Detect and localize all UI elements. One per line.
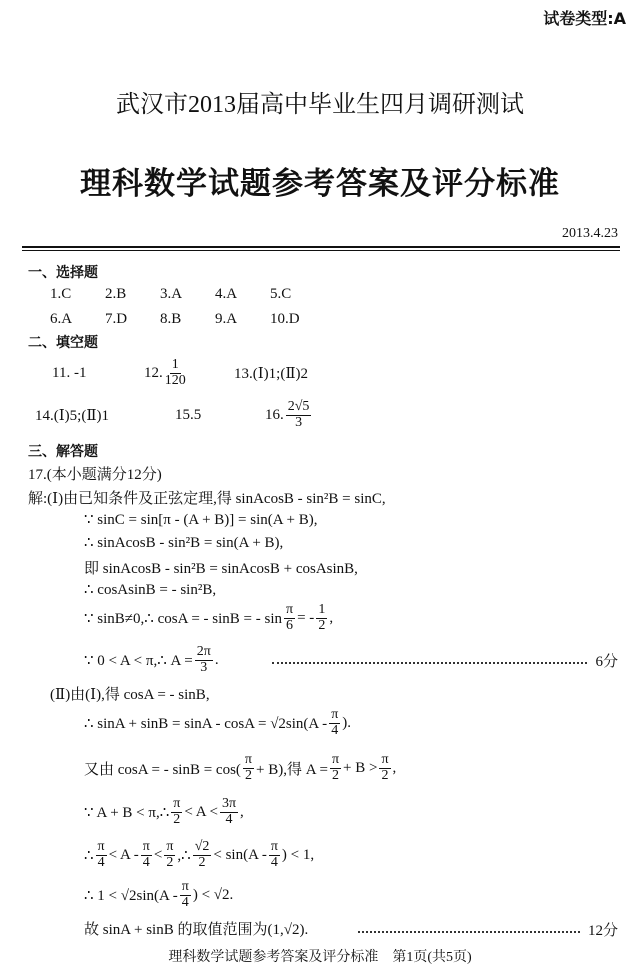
- fraction-numerator: π: [181, 879, 189, 894]
- fraction-numerator: π: [173, 796, 181, 811]
- fill-row: [52, 358, 308, 388]
- fraction: [96, 840, 107, 870]
- solution-line: [84, 580, 216, 599]
- fraction-numerator: 1: [171, 357, 179, 372]
- section-heading: 三、解答题: [28, 444, 98, 460]
- exam-title: 武汉市2013届高中毕业生四月调研测试: [116, 92, 524, 118]
- fraction-numerator: √2: [194, 839, 210, 854]
- math-text: 又由 cosA = - sinB = cos(: [84, 761, 241, 778]
- solution-line: [50, 683, 210, 704]
- score-label: 6分: [595, 654, 618, 670]
- fraction-denominator: 2: [381, 767, 389, 783]
- fraction: [284, 603, 295, 633]
- problem-header: 17.(本小题满分12分): [28, 467, 162, 483]
- solution-line: [84, 708, 351, 738]
- fraction-numerator: π: [286, 602, 294, 617]
- math-text: ,: [329, 609, 334, 626]
- choice-answer: 5.C: [270, 286, 292, 302]
- solution-line: [84, 645, 219, 675]
- solution-line: [84, 603, 333, 633]
- document-title: 理科数学试题参考答案及评分标准: [80, 166, 560, 202]
- math-text: + B),得 A =: [256, 761, 328, 778]
- fill-answer: [52, 365, 144, 382]
- math-text: 14.(Ⅰ)5;(Ⅱ)1: [35, 407, 110, 424]
- math-text: 15.5: [175, 406, 202, 423]
- fraction-numerator: 2√5: [287, 399, 310, 414]
- solution-line: [84, 880, 233, 910]
- math-text: ∴: [84, 847, 94, 864]
- solution-line: [84, 557, 358, 578]
- page-footer: 理科数学试题参考答案及评分标准 第1页(共5页): [168, 950, 472, 965]
- math-text: ∴ cosAsinB = - sin²B,: [84, 582, 217, 598]
- math-text: 即 sinAcosB - sin²B = sinAcosB + cosAsinB,: [84, 561, 358, 577]
- fraction-numerator: 3π: [221, 796, 237, 811]
- math-text: ∴ sinAcosB - sin²B = sin(A + B),: [84, 535, 284, 551]
- leader-dots: [272, 662, 587, 664]
- math-text: < A <: [184, 803, 218, 820]
- fraction: [195, 645, 213, 675]
- fraction-denominator: 2: [166, 854, 174, 870]
- fraction-numerator: 2π: [196, 644, 211, 659]
- fraction-denominator: 2: [331, 767, 339, 783]
- leader-dots: [358, 931, 580, 933]
- section-heading: 二、填空题: [28, 335, 98, 351]
- math-text: ∵ sinB≠0,∴ cosA = - sinB = - sin: [84, 610, 283, 627]
- math-text: 故 sinA + sinB 的取值范围为(1,√2).: [84, 922, 309, 938]
- math-text: ,: [240, 803, 244, 820]
- fraction-numerator: π: [331, 752, 340, 767]
- math-text: .: [214, 651, 219, 668]
- fraction: [330, 753, 341, 783]
- fraction: [141, 840, 152, 870]
- fraction-numerator: π: [97, 839, 105, 854]
- choice-answer: 3.A: [160, 286, 183, 302]
- section-heading: 一、选择题: [28, 265, 98, 281]
- choice-answer: 7.D: [105, 311, 128, 327]
- fraction-denominator: 2: [173, 811, 181, 827]
- fraction: [286, 400, 312, 430]
- solution-line: [84, 510, 317, 529]
- math-text: = -: [297, 609, 315, 626]
- choice-answer: 6.A: [50, 311, 73, 327]
- choice-answer: 8.B: [160, 311, 182, 327]
- math-text: ,∴: [177, 847, 191, 864]
- fraction: [316, 603, 327, 633]
- math-text: ) < 1,: [281, 846, 315, 863]
- fraction-denominator: 4: [97, 854, 105, 870]
- fraction-denominator: 2: [318, 617, 326, 633]
- answer-row: [50, 311, 325, 328]
- fraction-numerator: π: [270, 839, 278, 854]
- answer-row: [50, 286, 325, 303]
- solution-line: [84, 797, 244, 827]
- fraction-denominator: 4: [181, 894, 189, 910]
- math-text: ) < √2.: [192, 886, 234, 903]
- score-label: 12分: [587, 923, 618, 939]
- fraction-denominator: 6: [286, 617, 294, 633]
- math-text: ∴ 1 < √2sin(A -: [84, 887, 178, 904]
- fill-row: [35, 400, 313, 430]
- fill-answer: [175, 407, 265, 424]
- math-text: + B >: [343, 759, 378, 776]
- fraction: [164, 840, 175, 870]
- math-text: ,: [392, 759, 397, 776]
- fraction-denominator: 4: [331, 722, 339, 738]
- fraction: [165, 358, 186, 388]
- solution-line: [28, 487, 386, 508]
- math-text: 12.: [144, 364, 163, 381]
- fraction: [329, 708, 340, 738]
- math-text: < sin(A -: [213, 846, 267, 863]
- fraction-denominator: 4: [270, 854, 278, 870]
- math-text: ∵ A + B < π,∴: [84, 804, 170, 821]
- fraction-denominator: 3: [200, 659, 208, 675]
- solution-line: [84, 840, 314, 870]
- fraction: [193, 840, 212, 870]
- fraction: [180, 880, 191, 910]
- fraction-numerator: π: [381, 752, 389, 767]
- score-leader: [358, 919, 618, 940]
- choice-answer: 9.A: [215, 311, 238, 327]
- fraction: [220, 797, 238, 827]
- header-divider: [22, 246, 620, 251]
- choice-answer: 2.B: [105, 286, 127, 302]
- fraction-numerator: π: [166, 839, 174, 854]
- math-text: < A -: [108, 846, 139, 863]
- fraction: [171, 797, 182, 827]
- score-leader: [272, 650, 618, 671]
- paper-type: 试卷类型:A: [543, 9, 626, 28]
- math-text: ∴ sinA + sinB = sinA - cosA = √2sin(A -: [84, 715, 328, 732]
- fraction-denominator: 120: [164, 372, 186, 388]
- choice-answer: 1.C: [50, 286, 72, 302]
- solution-line: [84, 918, 308, 939]
- choice-answer: 4.A: [215, 286, 238, 302]
- fraction-denominator: 4: [225, 811, 233, 827]
- fill-answer: [234, 364, 308, 383]
- fill-answer: [35, 406, 175, 425]
- math-text: 13.(Ⅰ)1;(Ⅱ)2: [234, 365, 309, 382]
- math-text: ).: [342, 714, 352, 731]
- math-text: (Ⅱ)由(Ⅰ),得 cosA = - sinB,: [50, 687, 210, 703]
- math-text: ∵ sinC = sin[π - (A + B)] = sin(A + B),: [84, 512, 318, 528]
- math-text: 解:(Ⅰ)由已知条件及正弦定理,得 sinAcosB - sin²B = sinC,: [28, 491, 386, 507]
- fraction-numerator: π: [331, 707, 339, 722]
- math-text: 11. -1: [52, 364, 87, 381]
- fraction-denominator: 4: [142, 854, 150, 870]
- fraction-numerator: π: [142, 839, 150, 854]
- fraction-numerator: π: [244, 752, 252, 767]
- fraction-numerator: 1: [318, 602, 326, 617]
- solution-line: [84, 753, 396, 783]
- math-text: ∵ 0 < A < π,∴ A =: [84, 652, 193, 669]
- math-text: <: [153, 846, 163, 863]
- fraction-denominator: 2: [198, 854, 206, 870]
- fill-answer: [144, 358, 234, 388]
- fraction-denominator: 2: [244, 767, 252, 783]
- fill-answer: [265, 400, 313, 430]
- solution-line: [84, 533, 283, 552]
- choice-answer: 10.D: [270, 311, 300, 327]
- fraction: [243, 753, 254, 783]
- date: 2013.4.23: [562, 226, 618, 241]
- math-text: 16.: [265, 406, 284, 423]
- fraction: [269, 840, 280, 870]
- fraction: [379, 753, 390, 783]
- fraction-denominator: 3: [295, 414, 303, 430]
